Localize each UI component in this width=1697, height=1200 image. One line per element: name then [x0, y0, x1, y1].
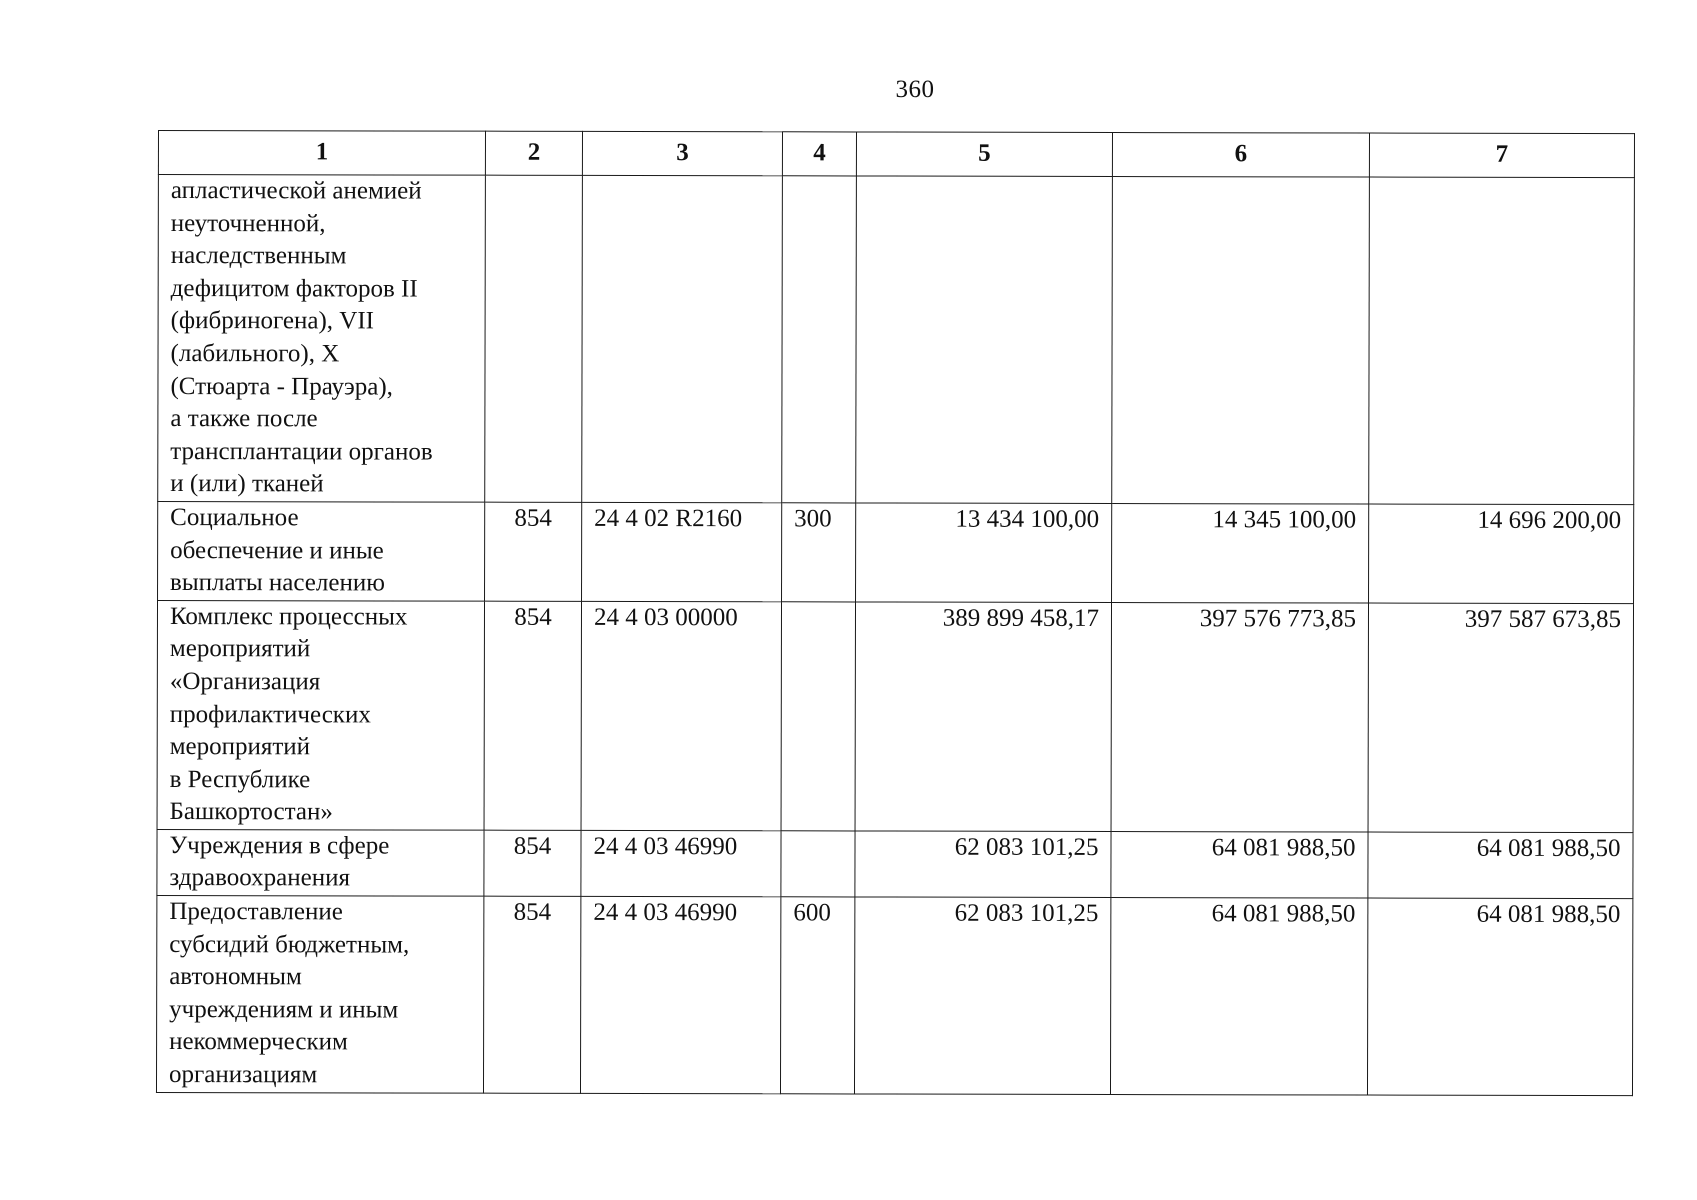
target-article-cell: 24 4 03 46990 [581, 830, 781, 897]
row-name-cell [158, 501, 485, 600]
amount-col6-cell: 64 081 988,50 [1111, 831, 1368, 898]
expense-type-cell: 600 [780, 897, 854, 1094]
expense-type-cell [781, 831, 855, 897]
column-header-6: 6 [1112, 132, 1369, 177]
amount-col5-cell: 13 434 100,00 [856, 503, 1112, 602]
expense-type-cell: 300 [782, 503, 856, 602]
amount-col7-cell: 64 081 988,50 [1367, 898, 1632, 1095]
row-name-cell [158, 175, 486, 503]
section-code-cell: 854 [484, 601, 581, 830]
amount-col5-cell: 62 083 101,25 [854, 897, 1110, 1094]
row-name-line: а также после [170, 405, 318, 433]
row-name-cell [157, 600, 484, 830]
target-article-cell: 24 4 02 R2160 [582, 502, 782, 601]
section-code-cell [485, 175, 583, 502]
row-name-line: организациям [168, 1061, 318, 1089]
budget-table [156, 130, 1635, 1096]
row-name-line: обеспечение и иные [170, 536, 384, 565]
target-article-cell: 24 4 03 00000 [581, 601, 781, 831]
row-name-line: субсидий бюджетным, [169, 930, 410, 959]
amount-col5-cell: 389 899 458,17 [855, 602, 1111, 832]
section-code-cell: 854 [484, 830, 581, 896]
row-name-line: трансплантации органов [170, 437, 433, 466]
amount-col7-cell: 397 587 673,85 [1368, 603, 1633, 833]
row-name-line: Башкортостан» [169, 798, 333, 826]
row-name-cell [157, 829, 484, 896]
table-row [158, 501, 1634, 603]
row-name-line: апластической анемией [170, 177, 422, 205]
row-name-line: Предоставление [169, 898, 343, 926]
row-name-line: (фибриногена), VII [170, 307, 375, 335]
table-row [157, 600, 1633, 832]
amount-col6-cell [1112, 176, 1370, 503]
amount-col7-cell [1369, 177, 1635, 504]
amount-col6-cell: 397 576 773,85 [1111, 602, 1368, 832]
row-name-line: Учреждения в сфере [169, 831, 390, 860]
row-name-line: в Республике [169, 765, 311, 794]
column-header-3: 3 [582, 131, 782, 175]
row-name-line: профилактических [169, 700, 371, 728]
column-header-7: 7 [1369, 133, 1634, 178]
row-name-line: (лабильного), X [170, 339, 340, 368]
row-name-line: «Организация [169, 667, 321, 696]
column-header-4: 4 [782, 132, 856, 176]
section-code-cell: 854 [483, 896, 580, 1093]
row-name-line: и (или) тканей [170, 470, 324, 498]
table-header-row [158, 131, 1634, 178]
row-name-line: учреждениям и иным [169, 995, 399, 1024]
column-header-2: 2 [485, 131, 582, 175]
amount-col6-cell: 14 345 100,00 [1112, 503, 1369, 602]
row-name-line: дефицитом факторов II [170, 274, 418, 303]
row-name-line: Комплекс процессных [169, 602, 408, 631]
expense-type-cell [781, 602, 855, 831]
target-article-cell: 24 4 03 46990 [580, 896, 780, 1093]
row-name-line: наследственным [170, 242, 347, 270]
table-row [158, 175, 1635, 505]
page-number: 360 [895, 76, 935, 103]
row-name-line: некоммерческим [169, 1028, 348, 1056]
target-article-cell [582, 175, 783, 502]
row-name-line: выплаты населению [170, 569, 385, 597]
row-name-line: Социальное [170, 503, 299, 532]
amount-col7-cell: 64 081 988,50 [1368, 832, 1633, 899]
row-name-cell [156, 896, 483, 1093]
table-row [157, 829, 1633, 898]
amount-col7-cell: 14 696 200,00 [1369, 504, 1634, 603]
amount-col5-cell: 62 083 101,25 [855, 831, 1111, 898]
row-name-line: (Стюарта - Прауэра), [170, 372, 393, 401]
column-header-1: 1 [158, 131, 485, 176]
row-name-line: неуточненной, [170, 209, 326, 237]
row-name-line: мероприятий [169, 733, 311, 761]
expense-type-cell [782, 176, 857, 503]
row-name-line: здравоохранения [169, 864, 351, 892]
amount-col6-cell: 64 081 988,50 [1110, 898, 1367, 1095]
row-name-line: мероприятий [169, 635, 311, 663]
table-row [156, 896, 1632, 1096]
amount-col5-cell [856, 176, 1113, 503]
row-name-line: автономным [169, 963, 302, 991]
section-code-cell: 854 [485, 502, 582, 601]
column-header-5: 5 [856, 132, 1112, 177]
